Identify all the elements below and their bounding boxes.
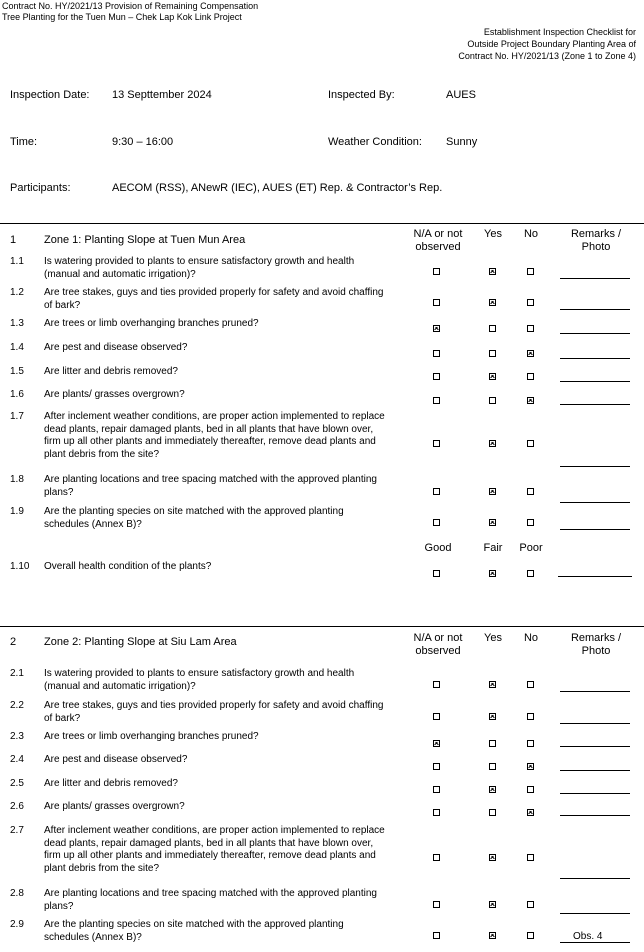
checkbox-na[interactable] [433,763,440,770]
checkbox-no[interactable] [527,809,534,816]
item-number: 1.7 [10,411,24,422]
checkbox-na[interactable] [433,299,440,306]
checkbox-no[interactable] [527,373,534,380]
item-question: Are trees or limb overhanging branches pruned? [44,731,259,742]
checkbox-no[interactable] [527,901,534,908]
checkbox-yes[interactable] [489,809,496,816]
remarks-line[interactable] [560,691,630,692]
item-number: 2.4 [10,754,24,765]
remarks-line[interactable] [560,529,630,530]
checkbox-na[interactable] [433,786,440,793]
zone1-col-poor: Poor [519,542,543,554]
checkbox-yes[interactable] [489,901,496,908]
remarks-line[interactable] [560,466,630,467]
inspected-by-value: AUES [446,89,476,101]
zone2-number: 2 [10,636,17,648]
checkbox-good[interactable] [433,570,440,577]
remarks-line[interactable] [560,404,630,405]
zone1-number: 1 [10,234,17,246]
zone2-col-yes: Yes [484,632,502,644]
checkbox-yes[interactable] [489,681,496,688]
item-number: 2.1 [10,668,24,679]
checklist-header [458,26,636,62]
checkbox-poor[interactable] [527,570,534,577]
checkbox-no[interactable] [527,932,534,939]
time-value: 9:30 – 16:00 [112,136,174,148]
checkbox-na[interactable] [433,854,440,861]
item-question: Are litter and debris removed? [44,778,178,789]
checkbox-yes[interactable] [489,713,496,720]
remarks-line[interactable] [560,793,630,794]
weather-label: Weather Condition: [328,136,422,148]
zone1-col-remarks: Remarks / Photo [570,228,622,253]
zone2-col-na: N/A or not observed [413,632,463,657]
item-question: After inclement weather conditions, are proper action implemented to replace dead plants, repair damaged plants, bed in all plants that have blown over, firm up all other plants and immediately thereafter, remove dead plants and plant debris from the site? [44,411,385,460]
checkbox-no[interactable] [527,740,534,747]
item-number: 2.5 [10,778,24,789]
remarks-line[interactable] [560,815,630,816]
checkbox-na[interactable] [433,809,440,816]
remarks-line[interactable] [560,333,630,334]
checkbox-fair[interactable] [489,570,496,577]
item-question: Are tree stakes, guys and ties provided properly for safety and avoid chaffing of bark? [44,287,384,311]
zone1-col-na: N/A or not observed [413,228,463,253]
item-question: Are tree stakes, guys and ties provided properly for safety and avoid chaffing of bark? [44,700,384,724]
remarks-text: Obs. 4 [573,931,603,942]
item-number: 1.6 [10,389,24,400]
checkbox-no[interactable] [527,713,534,720]
checkbox-na[interactable] [433,440,440,447]
participants-label: Participants: [10,182,71,194]
item-number: 1.3 [10,318,24,329]
checkbox-yes[interactable] [489,299,496,306]
checkbox-no[interactable] [527,350,534,357]
item-question: Are litter and debris removed? [44,366,178,377]
zone2-title: Zone 2: Planting Slope at Siu Lam Area [44,636,237,648]
checkbox-no[interactable] [527,268,534,275]
item-number: 1.2 [10,287,24,298]
checklist-title-line3: Contract No. HY/2021/13 (Zone 1 to Zone 4) [458,51,636,61]
contract-title-line2: Tree Planting for the Tuen Mun – Chek Lap Kok Link Project [2,12,242,22]
remarks-line[interactable] [558,576,632,577]
item-number: 1.8 [10,474,24,485]
participants-value: AECOM (RSS), ANewR (IEC), AUES (ET) Rep. & Contractor’s Rep. [112,182,443,194]
checkbox-no[interactable] [527,763,534,770]
remarks-line[interactable] [560,309,630,310]
item-question: Overall health condition of the plants? [44,561,212,572]
checkbox-yes[interactable] [489,763,496,770]
checkbox-yes[interactable] [489,786,496,793]
inspected-by-label: Inspected By: [328,89,395,101]
checkbox-no[interactable] [527,325,534,332]
checkbox-yes[interactable] [489,519,496,526]
checkbox-na[interactable] [433,397,440,404]
zone2-divider [0,626,644,627]
item-number: 1.5 [10,366,24,377]
checkbox-yes[interactable] [489,325,496,332]
item-number: 2.7 [10,825,24,836]
checkbox-yes[interactable] [489,350,496,357]
inspection-date-label: Inspection Date: [10,89,90,101]
item-question: Are pest and disease observed? [44,754,188,765]
item-number: 1.4 [10,342,24,353]
checkbox-na[interactable] [433,681,440,688]
checkbox-yes[interactable] [489,932,496,939]
weather-value: Sunny [446,136,478,148]
item-question: Are pest and disease observed? [44,342,188,353]
item-question: Are plants/ grasses overgrown? [44,801,185,812]
checkbox-na[interactable] [433,713,440,720]
remarks-line[interactable] [560,381,630,382]
item-number: 1.10 [10,561,30,572]
item-number: 1.9 [10,506,24,517]
zone1-divider [0,223,644,224]
zone1-col-no: No [523,228,539,240]
item-number: 2.6 [10,801,24,812]
checkbox-no[interactable] [527,488,534,495]
item-question: Are planting locations and tree spacing matched with the approved planting plans? [44,888,377,912]
contract-header [2,1,258,23]
item-question: Are trees or limb overhanging branches pruned? [44,318,259,329]
remarks-line[interactable] [560,278,630,279]
zone1-col-yes: Yes [484,228,502,240]
checkbox-no[interactable] [527,854,534,861]
checkbox-no[interactable] [527,397,534,404]
checkbox-na[interactable] [433,519,440,526]
item-question: Are plants/ grasses overgrown? [44,389,185,400]
zone1-col-good: Good [424,542,452,554]
item-question: Are the planting species on site matched with the approved planting schedules (Annex B)? [44,919,344,943]
item-number: 1.1 [10,256,24,267]
checklist-title-line2: Outside Project Boundary Planting Area of [467,39,636,49]
item-number: 2.9 [10,919,24,930]
checkbox-no[interactable] [527,299,534,306]
checkbox-na[interactable] [433,268,440,275]
remarks-line[interactable] [560,723,630,724]
checkbox-na[interactable] [433,373,440,380]
zone2-col-no: No [523,632,539,644]
remarks-line[interactable] [560,502,630,503]
checklist-title-line1: Establishment Inspection Checklist for [483,27,636,37]
checkbox-yes[interactable] [489,397,496,404]
zone2-col-remarks: Remarks / Photo [570,632,622,657]
item-question: Are planting locations and tree spacing matched with the approved planting plans? [44,474,377,498]
checkbox-yes[interactable] [489,373,496,380]
checkbox-yes[interactable] [489,488,496,495]
checkbox-yes[interactable] [489,440,496,447]
remarks-line[interactable] [560,746,630,747]
checkbox-no[interactable] [527,519,534,526]
checkbox-na[interactable] [433,488,440,495]
checkbox-no[interactable] [527,681,534,688]
remarks-line[interactable] [560,770,630,771]
checkbox-na[interactable] [433,932,440,939]
remarks-line[interactable] [560,878,630,879]
zone1-col-fair: Fair [483,542,503,554]
checkbox-yes[interactable] [489,740,496,747]
checkbox-na[interactable] [433,350,440,357]
checkbox-yes[interactable] [489,268,496,275]
checkbox-no[interactable] [527,786,534,793]
item-number: 2.3 [10,731,24,742]
checkbox-yes[interactable] [489,854,496,861]
contract-title-line1: Contract No. HY/2021/13 Provision of Remaining Compensation [2,1,259,11]
item-question: After inclement weather conditions, are proper action implemented to replace dead plants, repair damaged plants, bed in all plants that have blown over, firm up all other plants and immediately thereafter, remove dead plants and plant debris from the site? [44,825,385,874]
remarks-line[interactable] [560,942,630,943]
item-number: 2.2 [10,700,24,711]
item-question: Are the planting species on site matched with the approved planting schedules (Annex B)? [44,506,344,530]
checkbox-na[interactable] [433,740,440,747]
zone1-title: Zone 1: Planting Slope at Tuen Mun Area [44,234,246,246]
inspection-date-value: 13 Septtember 2024 [112,89,212,101]
checkbox-no[interactable] [527,440,534,447]
item-number: 2.8 [10,888,24,899]
remarks-line[interactable] [560,913,630,914]
checkbox-na[interactable] [433,901,440,908]
remarks-line[interactable] [560,358,630,359]
checkbox-na[interactable] [433,325,440,332]
item-question: Is watering provided to plants to ensure satisfactory growth and health (manual and automatic irrigation)? [44,668,355,692]
time-label: Time: [10,136,38,148]
item-question: Is watering provided to plants to ensure satisfactory growth and health (manual and automatic irrigation)? [44,256,355,280]
